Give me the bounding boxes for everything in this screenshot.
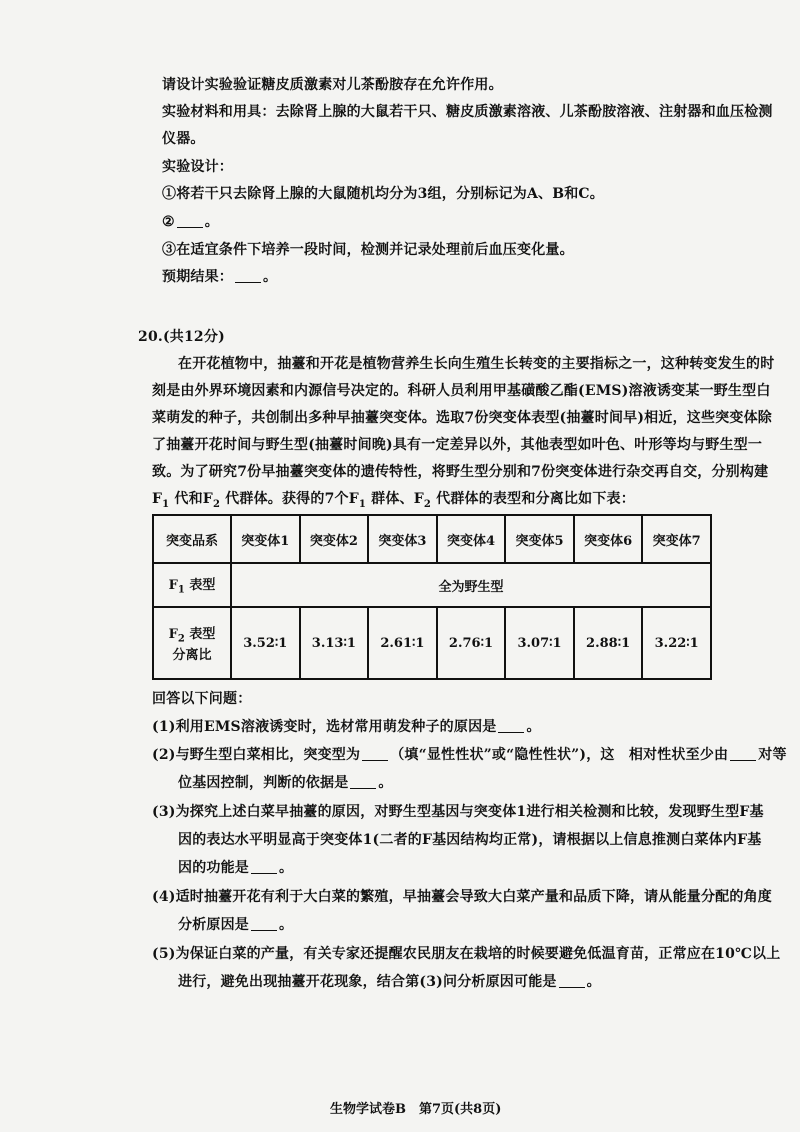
subscript: 1: [162, 498, 170, 510]
subscript: 2: [423, 498, 432, 510]
text: (2)与野生型白菜相比，突变型为: [152, 747, 361, 763]
subscript: 2: [212, 498, 221, 510]
period: 。: [526, 719, 541, 735]
table-row: [153, 515, 711, 563]
text: 分离比: [172, 648, 212, 664]
subscript: 1: [177, 584, 185, 596]
question-3: (3)为探究上述白菜早抽薹的原因，对野生型基因与突变体1进行相关检测和比较，发现野生型F基: [152, 804, 764, 820]
mutant-header: 突变体3: [368, 515, 437, 563]
question-heading: 20.(共12分): [138, 329, 225, 345]
answer-blank[interactable]: [362, 746, 388, 761]
answer-blank[interactable]: [730, 746, 756, 761]
question-4: (4)适时抽薹开花有利于大白菜的繁殖，早抽薹会导致大白菜产量和品质下降，请从能量分配的角度: [152, 889, 772, 905]
text: 分析原因是: [178, 917, 249, 933]
subscript: 2: [177, 633, 185, 645]
question-2-cont: [178, 772, 393, 792]
f1-phenotype-cell: 全为野生型: [231, 563, 711, 607]
question-3-cont: [178, 857, 293, 877]
text-line: 实验材料和用具：去除肾上腺的大鼠若干只、糖皮质激素溶液、儿茶酚胺溶液、注射器和血压检测: [162, 104, 773, 120]
text-line: 仪器。: [162, 131, 205, 147]
expected-result-label: 预期结果：: [162, 269, 233, 285]
ratio-cell: 2.76∶1: [437, 607, 506, 679]
text: 代和F: [169, 491, 213, 507]
mutant-header: 突变体5: [505, 515, 574, 563]
questions-intro: 回答以下问题：: [152, 691, 252, 707]
ratio-cell: 2.88∶1: [574, 607, 643, 679]
text-line: [162, 211, 219, 231]
ratio-cell: 3.07∶1: [505, 607, 574, 679]
answer-blank[interactable]: [350, 774, 376, 789]
period: 。: [586, 974, 601, 990]
f-symbol: F: [168, 578, 178, 594]
ratio-cell: 3.52∶1: [231, 607, 300, 679]
text-line: 刻是由外界环境因素和内源信号决定的。科研人员利用甲基磺酸乙酯(EMS)溶液诱变某一野生型白: [152, 383, 771, 399]
text: 位基因控制，判断的依据是: [178, 775, 349, 791]
answer-blank[interactable]: [251, 859, 277, 874]
mutant-header: 突变体4: [437, 515, 506, 563]
mutant-header: 突变体2: [300, 515, 369, 563]
question-5-cont: [178, 971, 601, 991]
question-5: (5)为保证白菜的产量，有关专家还提醒农民朋友在栽培的时候要避免低温育苗，正常应在10℃以上: [152, 946, 781, 962]
text-line: 实验设计：: [162, 159, 233, 175]
table-row: [153, 607, 711, 679]
text-line: 在开花植物中，抽薹和开花是植物营养生长向生殖生长转变的主要指标之一，这种转变发生的时: [178, 356, 775, 372]
subscript: 1: [358, 498, 367, 510]
f-symbol: F: [152, 491, 163, 507]
answer-blank[interactable]: [498, 718, 524, 733]
text: （填“显性性状”或“隐性性状”)，这 相对性状至少由: [390, 747, 729, 763]
text-line: 致。为了研究7份早抽薹突变体的遗传特性，将野生型分别和7份突变体进行杂交再自交，分别构建: [152, 464, 769, 480]
question-1: [152, 716, 541, 736]
ratio-cell: 3.22∶1: [642, 607, 711, 679]
f-symbol: F: [168, 626, 178, 642]
step-marker: ②: [162, 214, 175, 230]
results-table: [152, 514, 712, 680]
text-line: 菜萌发的种子，共创制出多种早抽薹突变体。选取7份突变体表型(抽薹时间早)相近，这些突变体除: [152, 410, 772, 426]
text: 代群体的表型和分离比如下表：: [431, 491, 635, 507]
period: 。: [279, 860, 294, 876]
question-3-cont: 因的表达水平明显高于突变体1(二者的F基因结构均正常)，请根据以上信息推测白菜体内F基: [178, 832, 762, 848]
row-header: 突变品系: [153, 515, 231, 563]
text-line: [162, 266, 277, 286]
question-4-cont: [178, 914, 293, 934]
ratio-cell: 3.13∶1: [300, 607, 369, 679]
text-line: 请设计实验验证糖皮质激素对儿茶酚胺存在允许作用。: [162, 77, 503, 93]
text-line: 了抽薹开花时间与野生型(抽薹时间晚)具有一定差异以外，其他表型如叶色、叶形等均与野生型一: [152, 437, 763, 453]
row-header: [153, 563, 231, 607]
text: 代群体。获得的7个F: [220, 491, 359, 507]
text: 对等: [758, 747, 787, 763]
answer-blank[interactable]: [251, 916, 277, 931]
text: (1)利用EMS溶液诱变时，选材常用萌发种子的原因是: [152, 719, 497, 735]
text: 因的功能是: [178, 860, 249, 876]
table-row: [153, 563, 711, 607]
period: 。: [378, 775, 393, 791]
text: 表型: [184, 578, 216, 594]
row-header: [153, 607, 231, 679]
page-footer: 生物学试卷B 第7页(共8页): [330, 1102, 502, 1117]
period: 。: [263, 269, 278, 285]
mutant-header: 突变体1: [231, 515, 300, 563]
text-line: ③在适宜条件下培养一段时间，检测并记录处理前后血压变化量。: [162, 242, 574, 258]
period: 。: [279, 917, 294, 933]
answer-blank[interactable]: [177, 213, 203, 228]
text: 表型: [184, 626, 216, 642]
ratio-cell: 2.61∶1: [368, 607, 437, 679]
mutant-header: 突变体6: [574, 515, 643, 563]
period: 。: [204, 214, 219, 230]
answer-blank[interactable]: [559, 973, 585, 988]
text: 群体、F: [366, 491, 424, 507]
question-2: [152, 744, 787, 764]
text-line: [152, 488, 635, 510]
answer-blank[interactable]: [235, 268, 261, 283]
text-line: ①将若干只去除肾上腺的大鼠随机均分为3组，分别标记为A、B和C。: [162, 186, 604, 202]
mutant-header: 突变体7: [642, 515, 711, 563]
text: 进行，避免出现抽薹开花现象，结合第(3)问分析原因可能是: [178, 974, 557, 990]
